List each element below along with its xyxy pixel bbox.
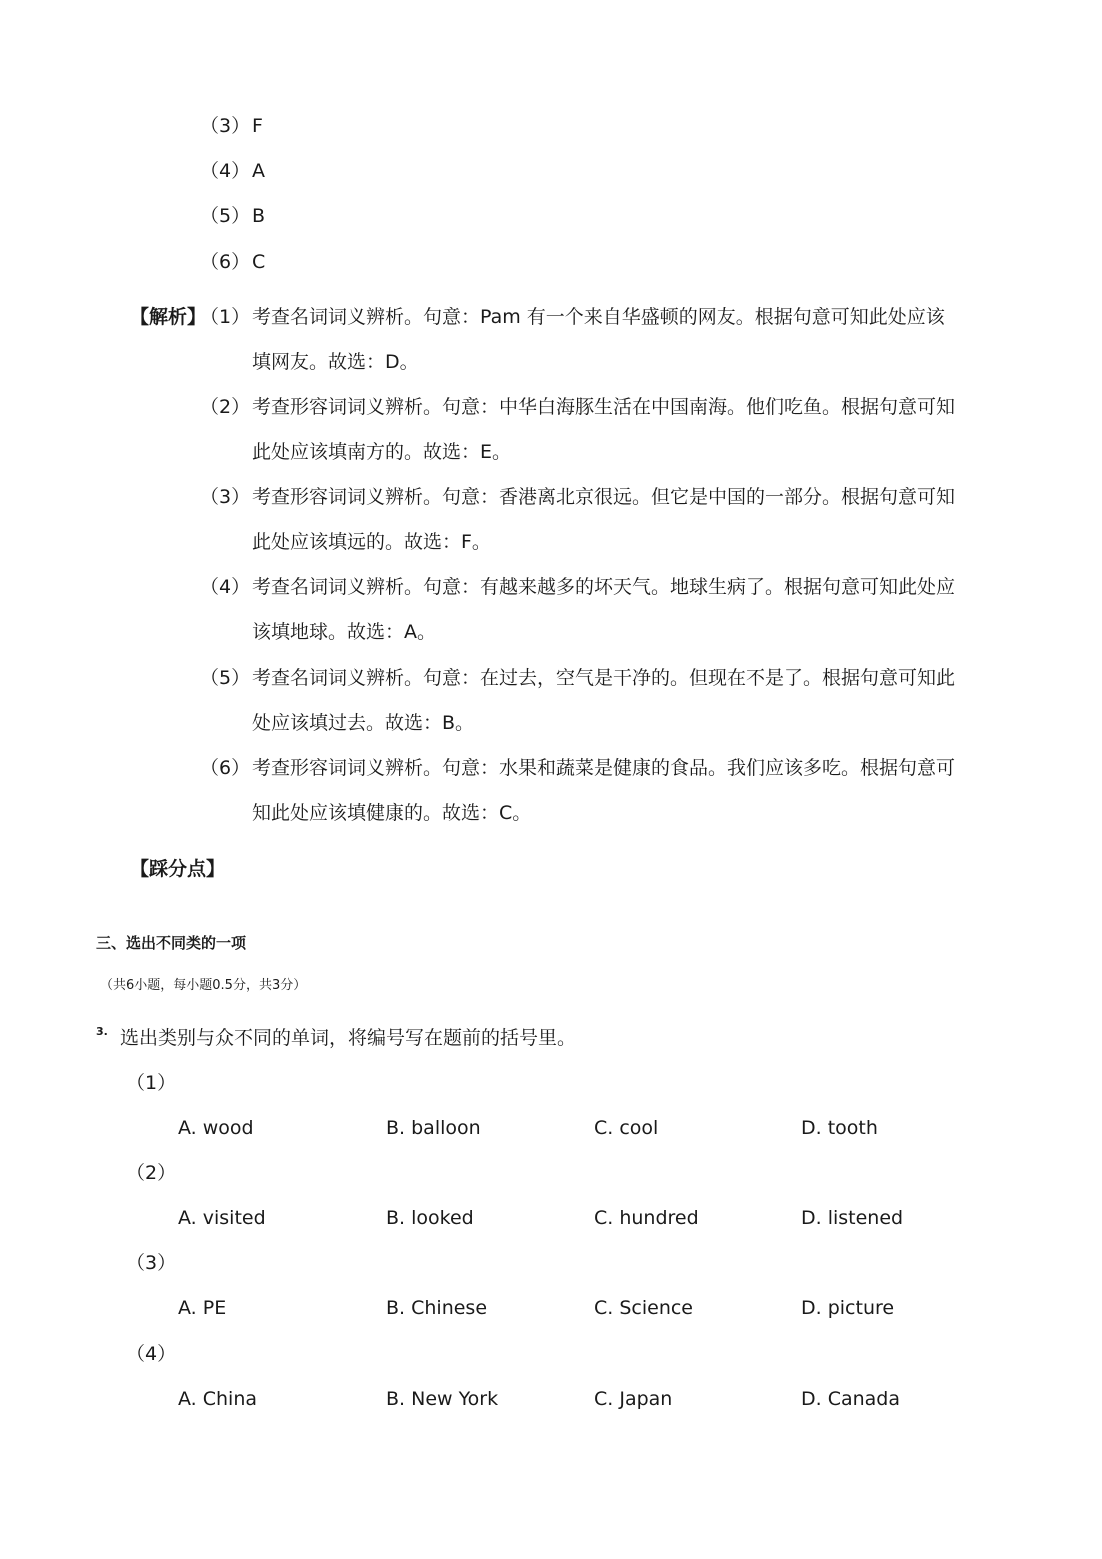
answer-value: B [252,205,266,227]
option-d: D. picture [801,1297,895,1319]
analysis-label: 【解析】 [130,306,207,328]
analysis-item-number: （5） [200,667,251,689]
analysis-item-text: 考查形容词词义辨析。句意：水果和蔬菜是健康的食品。我们应该多吃。根据句意可 [252,757,956,779]
sub-question-number: （1） [126,1072,177,1094]
answer-number: （3） [200,115,251,137]
sub-question-number: （3） [126,1252,177,1274]
analysis-item-text-cont: 此处应该填南方的。故选：E。 [252,441,512,463]
analysis-item-text-cont: 知此处应该填健康的。故选：C。 [252,802,532,824]
answer-number: （4） [200,160,251,182]
option-b: B. New York [386,1388,499,1410]
option-a: A. PE [178,1297,227,1319]
section-title: 三、选出不同类的一项 [96,934,247,952]
option-d: D. tooth [801,1117,878,1139]
answer-value: A [252,160,265,182]
sub-question-number: （4） [126,1343,177,1365]
section-subtitle: （共6小题，每小题0.5分，共3分） [100,978,307,993]
option-c: C. hundred [594,1207,699,1229]
option-c: C. cool [594,1117,659,1139]
option-a: A. China [178,1388,258,1410]
sub-question-number: （2） [126,1162,177,1184]
answer-value: C [252,251,266,273]
scoring-point-label: 【踩分点】 [130,858,226,880]
analysis-item-text-cont: 该填地球。故选：A。 [252,621,436,643]
option-b: B. balloon [386,1117,481,1139]
question-text: 选出类别与众不同的单词，将编号写在题前的括号里。 [120,1027,577,1049]
analysis-item-text-cont: 此处应该填远的。故选：F。 [252,531,491,553]
option-a: A. visited [178,1207,266,1229]
option-d: D. listened [801,1207,904,1229]
analysis-item-text: 考查形容词词义辨析。句意：中华白海豚生活在中国南海。他们吃鱼。根据句意可知 [252,396,956,418]
analysis-item-number: （6） [200,757,251,779]
analysis-item-number: （1） [200,306,251,328]
answer-number: （5） [200,205,251,227]
option-a: A. wood [178,1117,254,1139]
analysis-item-number: （4） [200,576,251,598]
option-b: B. Chinese [386,1297,488,1319]
answer-value: F [252,115,263,137]
analysis-item-number: （2） [200,396,251,418]
analysis-item-text: 考查名词词义辨析。句意：有越来越多的坏天气。地球生病了。根据句意可知此处应 [252,576,956,598]
question-number: 3. [96,1025,108,1038]
option-d: D. Canada [801,1388,901,1410]
answer-number: （6） [200,251,251,273]
analysis-item-text: 考查名词词义辨析。句意：在过去，空气是干净的。但现在不是了。根据句意可知此 [252,667,956,689]
analysis-item-text-cont: 填网友。故选：D。 [252,351,419,373]
analysis-item-text: 考查形容词词义辨析。句意：香港离北京很远。但它是中国的一部分。根据句意可知 [252,486,956,508]
option-c: C. Japan [594,1388,673,1410]
analysis-item-text: 考查名词词义辨析。句意：Pam 有一个来自华盛顿的网友。根据句意可知此处应该 [252,306,945,328]
analysis-item-text-cont: 处应该填过去。故选：B。 [252,712,475,734]
option-c: C. Science [594,1297,693,1319]
option-b: B. looked [386,1207,474,1229]
analysis-item-number: （3） [200,486,251,508]
